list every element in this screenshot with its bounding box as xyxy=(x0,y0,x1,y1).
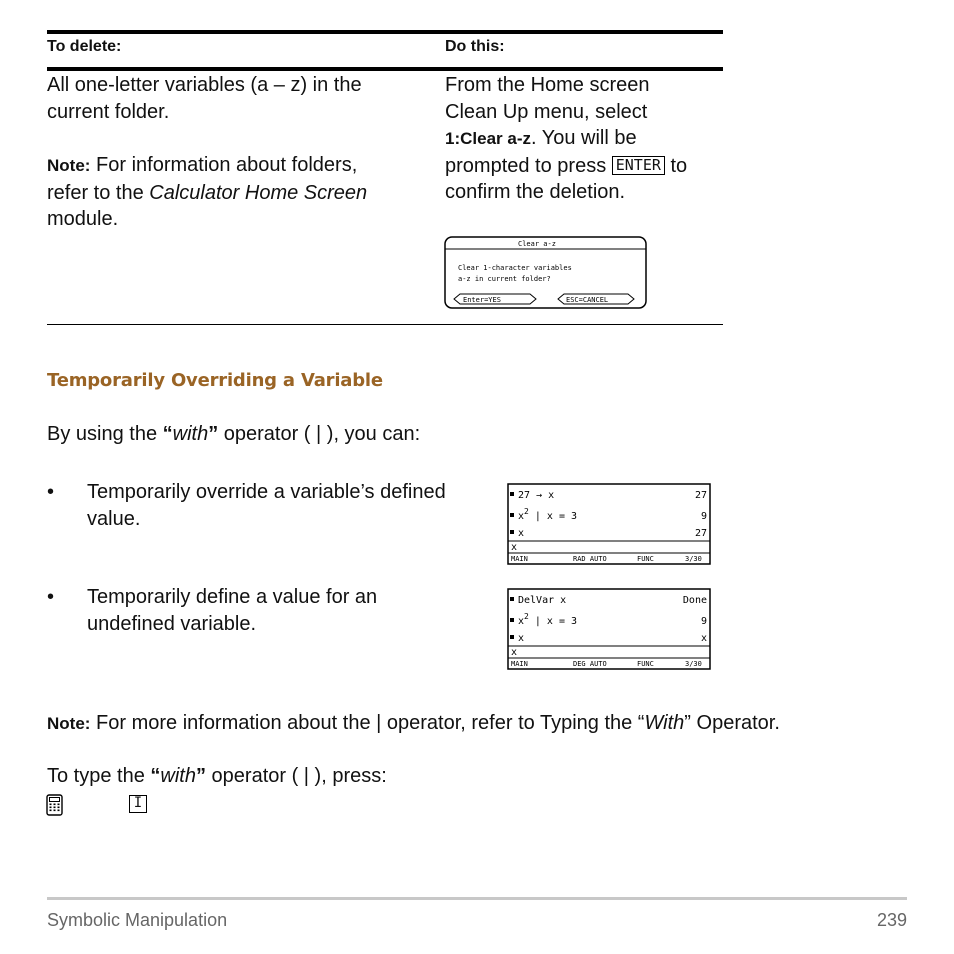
s1-status-1: RAD AUTO xyxy=(573,555,607,563)
calculator-keypad-icon xyxy=(46,794,64,816)
table-top-rule xyxy=(47,30,723,34)
s2-status-0: MAIN xyxy=(511,660,528,668)
note2-text: For more information about the | operator, refer to Typing the “ xyxy=(90,712,645,734)
s1-status-3: 3/30 xyxy=(685,555,702,563)
bullet-1-line-1: Temporarily override a variable’s defined xyxy=(87,481,446,503)
note-italic-module-name: Calculator Home Screen xyxy=(149,181,368,204)
operator-note xyxy=(47,710,780,738)
right-line-4-text: prompted to press xyxy=(445,154,612,177)
s2-entry-line: x xyxy=(511,647,518,658)
right-line-5: confirm the deletion. xyxy=(445,181,626,203)
clear-dialog-screenshot xyxy=(444,236,648,310)
dialog-enter-button xyxy=(454,294,536,304)
enter-key-icon: ENTER xyxy=(612,156,665,175)
section-title: Temporarily Overriding a Variable xyxy=(47,370,383,391)
type-with-text: To type the xyxy=(47,765,151,787)
left-line-1: All one-letter variables (a – z) in the xyxy=(47,74,362,96)
table-header-do-this: Do this: xyxy=(445,38,505,55)
note-label: Note: xyxy=(47,156,91,175)
note-line-1 xyxy=(47,152,437,180)
intro-text-post: operator ( | ), you can: xyxy=(218,423,421,445)
menu-item-clear-a-z: 1:Clear a-z xyxy=(445,129,531,148)
dialog-title: Clear a-z xyxy=(518,240,556,248)
note2-label: Note: xyxy=(47,714,91,733)
calc-screen-2 xyxy=(507,588,711,670)
s2-status-3: 3/30 xyxy=(685,660,702,668)
right-line-1: From the Home screen xyxy=(445,74,650,96)
type-with-quote-open: “ xyxy=(150,765,161,787)
right-line-4 xyxy=(445,153,735,180)
table-header-rule xyxy=(47,67,723,71)
s1-row3-right: 27 xyxy=(694,528,707,539)
type-with-italic: with xyxy=(160,765,196,787)
i-key-icon: I xyxy=(129,795,147,813)
s1-status-0: MAIN xyxy=(511,555,528,563)
section-intro xyxy=(47,421,420,448)
s2-row1-left: DelVar x xyxy=(518,595,567,606)
note2-italic: With xyxy=(644,712,685,734)
s2-row2-left: $x^2$ | x = 3 xyxy=(518,612,578,627)
svg-text:Enter=YES: Enter=YES xyxy=(463,296,501,304)
s1-row2-left: $x^2$ | x = 3 xyxy=(518,507,578,522)
bullet-1-line-2: value. xyxy=(87,507,141,530)
s1-row1-right: 27 xyxy=(694,490,707,501)
s2-row3-right: x xyxy=(700,633,707,644)
bullet-1 xyxy=(47,479,497,532)
table-header-to-delete: To delete: xyxy=(47,38,122,55)
right-line-3 xyxy=(445,125,735,153)
note-line-3: module. xyxy=(47,208,119,230)
note-text: For information about folders, xyxy=(90,154,358,176)
bullet-2 xyxy=(47,584,497,637)
left-line-2: current folder. xyxy=(47,100,170,123)
dialog-line-2: a-z in current folder? xyxy=(458,275,551,283)
right-line-3-text: . You will be xyxy=(530,127,637,149)
type-with-post: operator ( | ), press: xyxy=(205,765,387,787)
s2-row1-right: Done xyxy=(682,595,707,606)
dialog-esc-button xyxy=(558,294,634,304)
note2-post: ” Operator. xyxy=(684,712,780,734)
right-line-2: Clean Up menu, select xyxy=(445,100,648,123)
svg-text:ESC=CANCEL: ESC=CANCEL xyxy=(566,296,609,304)
s2-status-1: DEG AUTO xyxy=(573,660,607,668)
s2-status-2: FUNC xyxy=(637,660,654,668)
bullet-2-line-1: Temporarily define a value for an xyxy=(87,586,378,608)
s1-row3-left: x xyxy=(518,528,525,539)
note-text-2: refer to the xyxy=(47,181,150,204)
intro-text: By using the xyxy=(47,423,163,445)
s1-row1-left: 27 → x xyxy=(518,490,555,501)
s1-entry-line: x xyxy=(511,542,518,553)
s2-row2-right: 9 xyxy=(700,616,707,627)
table-bottom-rule xyxy=(47,324,723,325)
bullet-1-marker: • xyxy=(47,481,55,503)
type-with-line xyxy=(47,763,387,790)
note-line-2 xyxy=(47,180,437,207)
bullet-2-marker: • xyxy=(47,586,55,608)
calc-screen-1 xyxy=(507,483,711,565)
table-right-cell xyxy=(445,72,735,206)
intro-quote-open: “ xyxy=(162,423,173,445)
intro-quote-close: ” xyxy=(208,423,219,445)
dialog-line-1: Clear 1-character variables xyxy=(458,264,572,272)
type-with-quote-close: ” xyxy=(195,765,206,787)
s1-row2-right: 9 xyxy=(700,511,707,522)
right-line-4-post: to xyxy=(664,154,688,177)
s1-status-2: FUNC xyxy=(637,555,654,563)
table-left-cell xyxy=(47,72,437,233)
footer-chapter-title: Symbolic Manipulation xyxy=(47,910,228,930)
footer-rule xyxy=(47,897,907,900)
bullet-2-line-2: undefined variable. xyxy=(87,612,257,635)
s2-row3-left: x xyxy=(518,633,525,644)
intro-with-italic: with xyxy=(172,423,209,445)
footer-page-number: 239 xyxy=(876,910,907,930)
